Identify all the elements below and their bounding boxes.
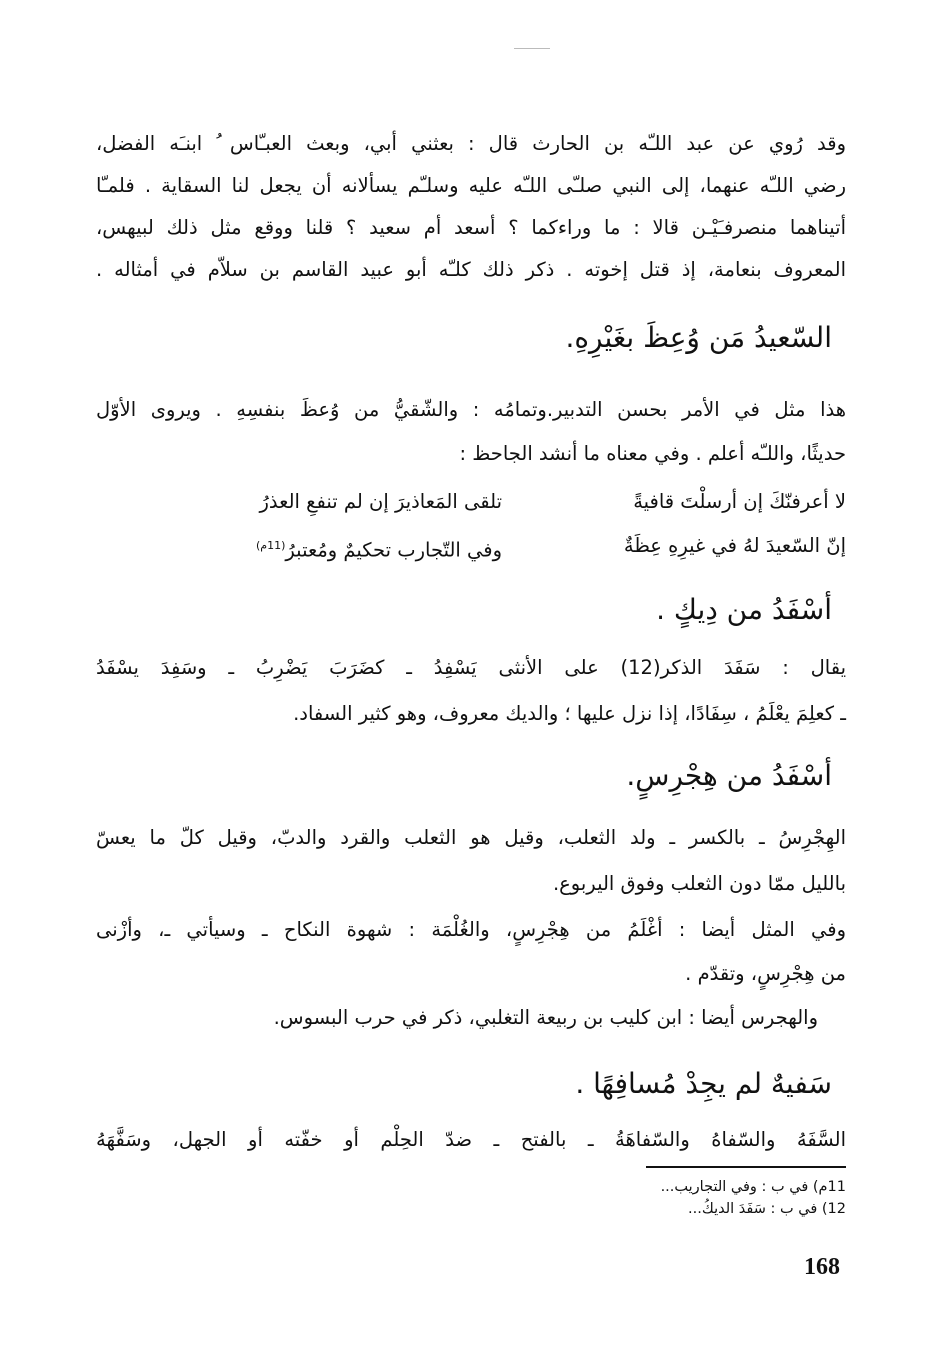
verse-2-second-text: وفي التّجارب تحكيمٌ ومُعتبرُ xyxy=(285,538,502,562)
proverb-heading-1: السّعيدُ مَن وُعِظَ بغَيْرِهِ. xyxy=(565,321,832,354)
paragraph-4-line-2: بالليل ممّا دون الثعلب وفوق اليربوع. xyxy=(552,872,846,895)
paragraph-1-line-3: أتيناهما منصرفـَيْـن قالا : ما وراءكما ؟ أسعد أم سعيد ؟ قلنا ووقع مثل ذلك لبيهس، xyxy=(96,216,846,239)
verse-2-first-hemistich: إنّ السّعيدَ لهُ في غيرِهِ عِظَةٌ xyxy=(623,534,846,557)
paragraph-2-line-1: هذا مثل في الأمر بحسن التدبير.وتمامُه : والشّقيُّ من وُعظَ بنفسِهِ . ويروى الأوّل xyxy=(96,398,846,421)
paragraph-6-line-1: والهجرس أيضا : ابن كليب بن ربيعة التغلبي، ذكر في حرب البسوس. xyxy=(273,1006,818,1029)
paragraph-1-line-4: المعروف بنعامة، إذ قتل إخوته . ذكر ذلك كلـّه أبو عبيد القاسم بن سلاّم في أمثاله . xyxy=(96,258,846,281)
paragraph-7-line-1: السَّفَهُ والسّفاهُ والسّفاهَةُ ـ بالفتح ـ ضدّ الحِلْم أو خفّته أو الجهل، وسَفَّهَهُ xyxy=(96,1128,846,1151)
paragraph-3-line-1: يقال : سَفَدَ الذكر(12) على الأنثى يَسْفِدُ ـ كضَرَبَ يَضْرِبُ ـ وسَفِدَ يسْفَدُ xyxy=(96,656,846,679)
proverb-heading-2: أسْفَدُ من دِيكٍ . xyxy=(656,593,832,626)
footnote-separator xyxy=(646,1166,846,1168)
paragraph-5-line-2: من هِجْرِسٍ، وتقدّم . xyxy=(685,962,846,985)
paragraph-5-line-1: وفي المثل أيضا : أغْلَمُ من هِجْرِسٍ، والغُلْمَة : شهوة النكاح ـ وسيأتي ـ، وأزْنى xyxy=(96,918,846,941)
verse-1-first-hemistich: لا أعرفنّكَ إن أرسلْتَ قافيةً xyxy=(633,490,846,513)
page-number: 168 xyxy=(804,1254,840,1280)
paragraph-4-line-1: الهِجْرِسُ ـ بالكسر ـ ولد الثعلب، وقيل هو الثعلب والقرد والدبّ، وقيل كلّ ما يعسّ xyxy=(96,826,846,849)
verse-1-second-hemistich: تلقى المَعاذيرَ إن لم تنفعِ العذرُ xyxy=(259,490,502,513)
footnote-12: 12) في ب : سَفَدَ الديكُ... xyxy=(688,1201,846,1217)
paragraph-1-line-2: رضي اللـّه عنهما، إلى النبي صلـّى اللـّه عليه وسلـّم يسألانه أن يجعل لنا السقاية . فلمـّا xyxy=(96,174,846,197)
paragraph-3-line-2: ـ كعلِمَ يعْلَمُ ، سِفَادًا، إذا نزل عليها ؛ والديك معروف، وهو كثير السفاد. xyxy=(293,702,846,725)
footnote-11m: 11م) في ب : وفي التجاريب... xyxy=(660,1179,846,1195)
scan-mark xyxy=(514,48,550,49)
paragraph-2-line-2: حديثًا، واللـّه أعلم . وفي معناه ما أنشد الجاحظ : xyxy=(459,442,846,465)
proverb-heading-4: سَفيهٌ لم يجِدْ مُسافِهًا . xyxy=(575,1067,832,1100)
proverb-heading-3: أسْفَدُ من هِجْرِسٍ. xyxy=(626,759,832,792)
footnote-ref-11m: (11م) xyxy=(256,539,286,552)
verse-2-second-hemistich xyxy=(256,532,502,565)
paragraph-1-line-1: وقد رُوي عن عبد اللـّه بن الحارث قال : بعثني أبي، وبعث العبـّاس ُ ابنـَه الفضل، xyxy=(96,132,846,155)
